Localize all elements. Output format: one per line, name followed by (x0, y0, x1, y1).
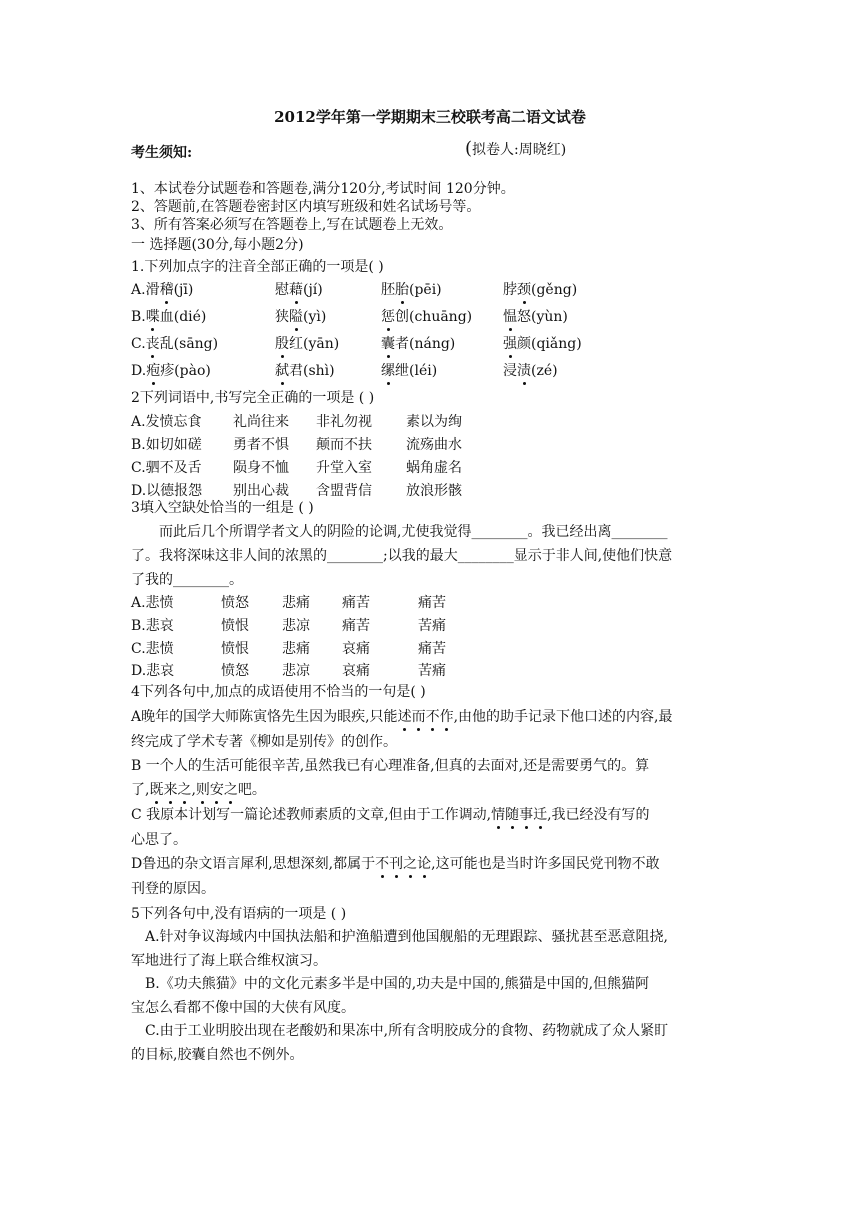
q1-dotted-char: 胎 (395, 279, 409, 299)
dotted-char: 不 (426, 706, 440, 726)
q1-pinyin: 怒(yùn) (517, 309, 568, 325)
q2-option-word: A.发愤忘食 (131, 414, 202, 430)
q4-option-b-line-1: B 一个人的生活可能很辛苦,虽然我已有心理准备,但真的去面对,还是需要勇气的。算 (131, 758, 650, 774)
q5-option-c-line-1: C.由于工业明胶出现在老酸奶和果冻中,所有含明胶成分的食物、药物就成了众人紧盯 (145, 1023, 669, 1039)
q1-option-word (381, 333, 455, 353)
q1-dotted-char: 疱 (146, 360, 160, 380)
dotted-char: 之 (224, 779, 238, 799)
q3-option-word: 苦痛 (418, 663, 446, 679)
q3-option-word: 愤怒 (221, 663, 249, 679)
q1-dotted-char: 颈 (517, 279, 531, 299)
q3-option-word: D.悲哀 (131, 663, 175, 679)
q3-option-word: 悲痛 (282, 595, 310, 611)
q4-c-text: C 我原本计划写一篇论述教师素质的文章,但由于工作调动, (131, 807, 492, 823)
notice-heading: 考生须知: (131, 145, 193, 161)
q1-option-word (131, 279, 193, 299)
q1-dotted-char: 弑 (275, 360, 289, 380)
q1-option-label: B. (131, 309, 146, 325)
q4-d-text-end: ,这可能也是当时许多国民党刊物不敢 (431, 856, 660, 872)
dotted-char: 则 (196, 779, 210, 799)
q4-option-c-line-1 (131, 804, 650, 824)
q1-dotted-char: 渍 (517, 360, 531, 380)
dotted-char: 作 (440, 706, 454, 726)
q2-option-word: 非礼勿视 (316, 414, 372, 430)
q1-option-word (381, 306, 472, 326)
q1-dotted-char: 缧 (381, 360, 395, 380)
q3-option-word: 痛苦 (418, 595, 446, 611)
q1-dotted-char: 囊 (381, 333, 395, 353)
q1-option-word (381, 360, 437, 380)
q4-c-text-end: ,我已经没有写的 (547, 807, 650, 823)
q3-option-word: 痛苦 (342, 618, 370, 634)
q2-option-word: B.如切如磋 (131, 437, 202, 453)
q1-dotted-char: 惩 (381, 306, 395, 326)
q1-option-word (503, 279, 577, 299)
q2-option-word: 放浪形骸 (406, 483, 462, 499)
q2-option-word: 颠而不扶 (316, 437, 372, 453)
q4-option-a-line-2: 终完成了学术专著《柳如是别传》的创作。 (131, 734, 397, 750)
q3-option-word: 悲痛 (282, 641, 310, 657)
dotted-char: 刊 (389, 853, 403, 873)
q2-option-word: 陨身不恤 (233, 460, 289, 476)
q1-pinyin: (jí) (303, 282, 323, 298)
q1-word-plain: 浸 (503, 363, 517, 379)
q1-option-word (131, 306, 206, 326)
setter-paren: ( (465, 138, 473, 159)
q2-option-word: 礼尚往来 (233, 414, 289, 430)
q5-option-c-line-2: 的目标,胶囊自然也不例外。 (131, 1047, 304, 1063)
q3-stem: 3填入空缺处恰当的一组是 ( ) (131, 500, 314, 516)
q3-option-word: 苦痛 (418, 618, 446, 634)
q1-dotted-char: 愠 (503, 306, 517, 326)
q4-option-a-line-1 (131, 706, 672, 726)
dotted-char: 随 (505, 804, 519, 824)
q4-a-dotted-idiom (398, 709, 454, 725)
q2-option-word: C.驷不及舌 (131, 460, 202, 476)
q1-option-word (131, 333, 218, 353)
notice-3: 3、所有答案必须写在答题卷上,写在试题卷上无效。 (131, 217, 453, 233)
q1-option-word (131, 360, 211, 380)
q1-option-word (275, 306, 326, 326)
q3-option-word: 哀痛 (342, 641, 370, 657)
dotted-char: 来 (163, 779, 177, 799)
q1-dotted-char: 殷 (275, 333, 289, 353)
q5-stem: 5下列各句中,没有语病的一项是 ( ) (131, 906, 347, 922)
q3-option-word: 悲凉 (282, 618, 310, 634)
q2-option-word: 勇者不惧 (233, 437, 289, 453)
q2-option-word: 含盟背信 (316, 483, 372, 499)
q2-option-word: 蜗角虚名 (406, 460, 462, 476)
q1-pinyin: (gěng) (531, 282, 578, 298)
section-heading: 一 选择题(30分,每小题2分) (131, 237, 304, 253)
dotted-char: 之 (403, 853, 417, 873)
q4-option-d-line-1 (131, 853, 660, 873)
q1-pinyin: 绁(léi) (395, 363, 438, 379)
q3-passage-line-3: 了我的________。 (131, 572, 243, 588)
q1-pinyin: 红(yān) (289, 336, 340, 352)
q3-passage-line-2: 了。我将深味这非人间的浓黑的________;以我的最大________显示于非人间,使他们快意 (131, 548, 673, 564)
q3-passage-line-1: 而此后几个所谓学者文人的阴险的论调,尤使我觉得________。我已经出离________ (159, 524, 668, 540)
q3-option-word: 痛苦 (342, 595, 370, 611)
q3-option-word: 愤恨 (221, 641, 249, 657)
q1-option-word (503, 360, 558, 380)
q5-option-a-line-2: 军地进行了海上联合维权演习。 (131, 953, 327, 969)
q1-word-plain: 滑 (145, 282, 160, 298)
q4-a-text: A晚年的国学大师陈寅恪先生因为眼疾,只能 (131, 709, 398, 725)
q1-pinyin: 血(dié) (159, 309, 207, 325)
dotted-char: 迁 (533, 804, 547, 824)
q1-pinyin: (jī) (173, 282, 194, 298)
dotted-char: 既 (149, 779, 163, 799)
q1-pinyin: (pēi) (409, 282, 442, 298)
q5-option-a-line-1: A.针对争议海域内中国执法船和护渔船遭到他国舰船的无理跟踪、骚扰甚至恶意阻挠, (145, 929, 669, 945)
notice-2: 2、答题前,在答题卷密封区内填写班级和姓名试场号等。 (131, 199, 481, 215)
q1-pinyin: 创(chuāng) (395, 309, 473, 325)
q1-pinyin: 君(shì) (289, 363, 335, 379)
q4-stem: 4下列各句中,加点的成语使用不恰当的一句是( ) (131, 684, 426, 700)
q1-dotted-char: 强 (503, 333, 517, 353)
q1-dotted-char: 隘 (289, 306, 303, 326)
q1-word-plain: 狭 (275, 309, 289, 325)
dotted-char: 述 (398, 706, 412, 726)
dotted-char: , (191, 782, 196, 798)
q1-option-word (381, 279, 442, 299)
q1-dotted-char: 稽 (160, 279, 174, 299)
q1-option-label: C. (131, 336, 146, 352)
q4-b-text: 了, (131, 782, 150, 798)
q1-option-word (503, 306, 568, 326)
exam-title: 2012学年第一学期期末三校联考高二语文试卷 (274, 108, 586, 126)
notice-1: 1、本试卷分试题卷和答题卷,满分120分,考试时间 120分钟。 (131, 181, 515, 197)
q1-pinyin: 颜(qiǎng) (517, 336, 582, 352)
q1-word-plain: 慰 (275, 282, 289, 298)
q1-word-plain: 脖 (503, 282, 517, 298)
q5-option-b-line-1: B.《功夫熊猫》中的文化元素多半是中国的,功夫是中国的,熊猫是中国的,但熊猫阿 (145, 976, 650, 992)
q1-option-word (275, 360, 335, 380)
q1-option-word (503, 333, 582, 353)
q3-option-word: 痛苦 (418, 641, 446, 657)
q4-b-text-end: 吧。 (237, 782, 266, 798)
q5-option-b-line-2: 宝怎么看都不像中国的大侠有风度。 (131, 1000, 355, 1016)
q1-option-word (275, 279, 323, 299)
q1-pinyin: 疹(pào) (160, 363, 211, 379)
dotted-char: 之 (177, 779, 191, 799)
dotted-char: 情 (491, 804, 505, 824)
dotted-char: 事 (519, 804, 533, 824)
q1-pinyin: 者(náng) (395, 336, 456, 352)
q3-option-word: 哀痛 (342, 663, 370, 679)
q1-pinyin: 乱(sāng) (159, 336, 219, 352)
q4-option-d-line-2: 刊登的原因。 (131, 881, 215, 897)
dotted-char: 不 (375, 853, 389, 873)
setter-text: 拟卷人:周晓红) (472, 142, 567, 158)
q1-word-plain: 胚 (381, 282, 395, 298)
q1-option-label: A. (131, 282, 146, 298)
q2-option-word: D.以德报怨 (131, 483, 203, 499)
dotted-char: 而 (412, 706, 426, 726)
q3-option-word: 愤怒 (221, 595, 249, 611)
q3-option-word: C.悲愤 (131, 641, 174, 657)
dotted-char: 论 (417, 853, 431, 873)
q4-b-dotted-idiom (149, 782, 237, 798)
q2-option-word: 素以为绚 (406, 414, 462, 430)
q4-option-c-line-2: 心思了。 (131, 832, 187, 848)
q2-option-word: 升堂入室 (316, 460, 372, 476)
q1-option-label: D. (131, 363, 147, 379)
q1-pinyin: (yì) (303, 309, 327, 325)
q3-option-word: 愤恨 (221, 618, 249, 634)
q1-dotted-char: 藉 (289, 279, 303, 299)
q1-dotted-char: 丧 (146, 333, 160, 353)
q3-option-word: B.悲哀 (131, 618, 174, 634)
q3-option-word: A.悲愤 (131, 595, 174, 611)
q4-d-text: D鲁迅的杂文语言犀利,思想深刻,都属于 (131, 856, 376, 872)
paper-setter (465, 138, 566, 159)
q4-d-dotted-idiom (375, 856, 431, 872)
q4-option-b-line-2 (131, 779, 266, 799)
q3-option-word: 悲凉 (282, 663, 310, 679)
q4-c-dotted-idiom (491, 807, 547, 823)
dotted-char: 安 (210, 779, 224, 799)
q1-dotted-char: 喋 (146, 306, 160, 326)
q2-stem: 2下列词语中,书写完全正确的一项是 ( ) (131, 390, 375, 406)
q2-option-word: 别出心裁 (233, 483, 289, 499)
q2-option-word: 流殇曲水 (406, 437, 462, 453)
q1-option-word (275, 333, 339, 353)
q1-pinyin: (zé) (531, 363, 558, 379)
q1-stem: 1.下列加点字的注音全部正确的一项是( ) (131, 259, 384, 275)
q4-a-text-end: ,由他的助手记录下他口述的内容,最 (453, 709, 673, 725)
